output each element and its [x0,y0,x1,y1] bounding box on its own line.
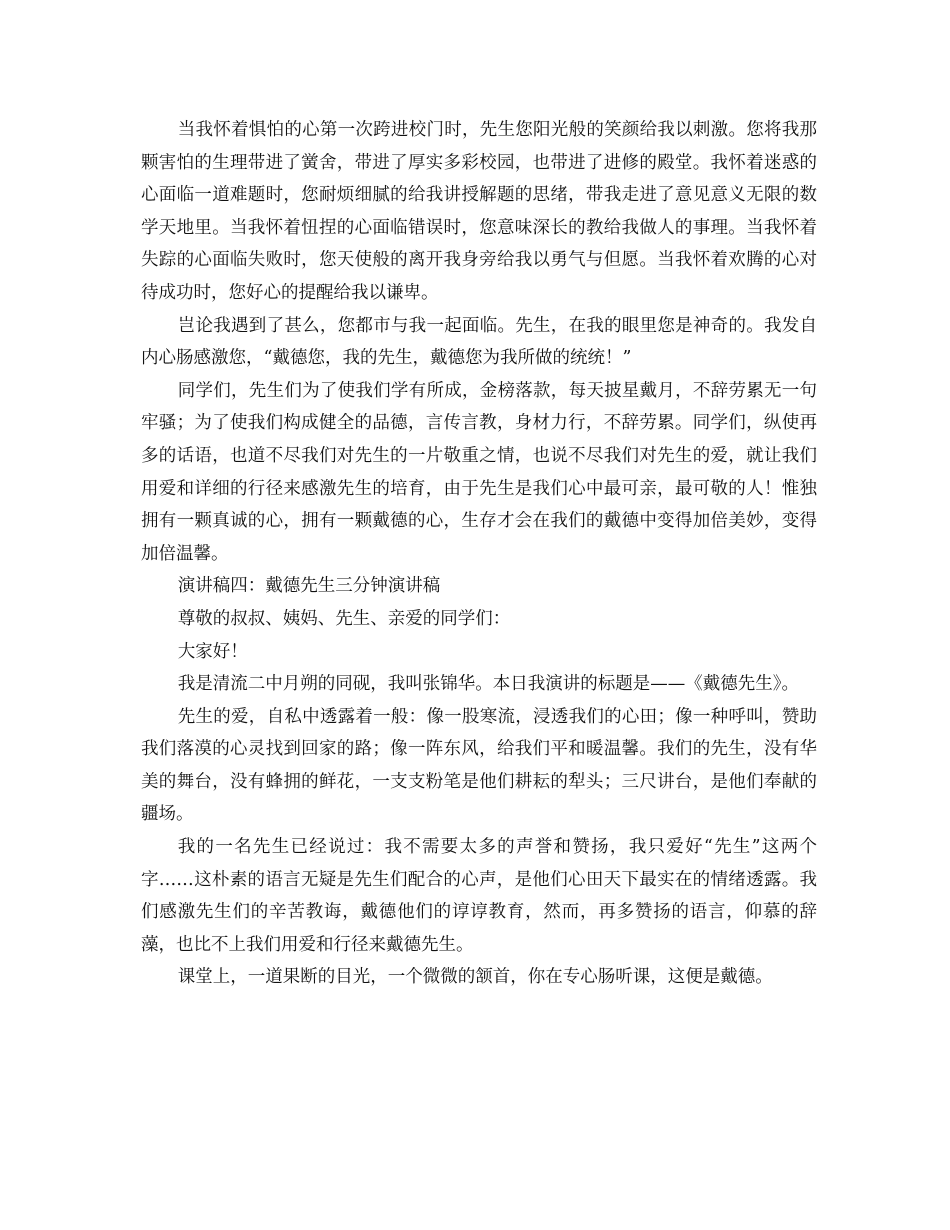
salutation: 尊敬的叔叔、姨妈、先生、亲爱的同学们： [177,608,511,629]
paragraph-introduction: 我是清流二中月朔的同砚，我叫张锦华。本日我演讲的标题是——《戴德先生》。 [177,674,799,695]
paragraph-3: 同学们，先生们为了使我们学有所成，金榜落款，每天披星戴月，不辞劳累无一句牢骚；为了使我们构成健全的品德，言传言教，身材力行，不辞劳累。同学们，纵使再多的话语，也道不尽我们对先生的一片敬重之情，也说不尽我们对先生的爱，就让我们用爱和详细的行径来感激先生的培育，由于先生是我们心中最可亲，最可敬的人！惟独拥有一颗真诚的心，拥有一颗戴德的心，生存才会在我们的戴德中变得加倍美妙，变得加倍温馨。 [141,380,817,564]
paragraph-5: 我的一名先生已经说过：我不需要太多的声誉和赞扬，我只爱好“先生”这两个字……这朴素的语言无疑是先生们配合的心声，是他们心田天下最实在的情绪透露。我们感激先生们的辛苦教诲，戴德他们的谆谆教育，然而，再多赞扬的语言，仰慕的辞藻，也比不上我们用爱和行径来戴德先生。 [141,837,817,955]
document-page [141,114,817,994]
greeting: 大家好！ [177,641,248,662]
paragraph-2: 岂论我遇到了甚么，您都市与我一起面临。先生，在我的眼里您是神奇的。我发自内心肠感激您，“戴德您，我的先生，戴德您为我所做的统统！” [141,315,817,369]
paragraph-6: 课堂上，一道果断的目光，一个微微的颔首，你在专心肠听课，这便是戴德。 [177,967,773,988]
section-heading: 演讲稿四：戴德先生三分钟演讲稿 [177,576,441,597]
paragraph-1: 当我怀着惧怕的心第一次跨进校门时，先生您阳光般的笑颜给我以刺激。您将我那颗害怕的生理带进了黉舍，带进了厚实多彩校园，也带进了进修的殿堂。我怀着迷惑的心面临一道难题时，您耐烦细腻的给我讲授解题的思绪，带我走进了意见意义无限的数学天地里。当我怀着忸捏的心面临错误时，您意味深长的教给我做人的事理。当我怀着失踪的心面临失败时，您天使般的离开我身旁给我以勇气与但愿。当我怀着欢腾的心对待成功时，您好心的提醒给我以谦卑。 [141,120,817,303]
paragraph-4: 先生的爱，自私中透露着一般：像一股寒流，浸透我们的心田；像一种呼叫，赞助我们落漠的心灵找到回家的路；像一阵东风，给我们平和暖温馨。我们的先生，没有华美的舞台，没有蜂拥的鲜花，一支支粉笔是他们耕耘的犁头；三尺讲台，是他们奉献的疆场。 [141,706,817,825]
